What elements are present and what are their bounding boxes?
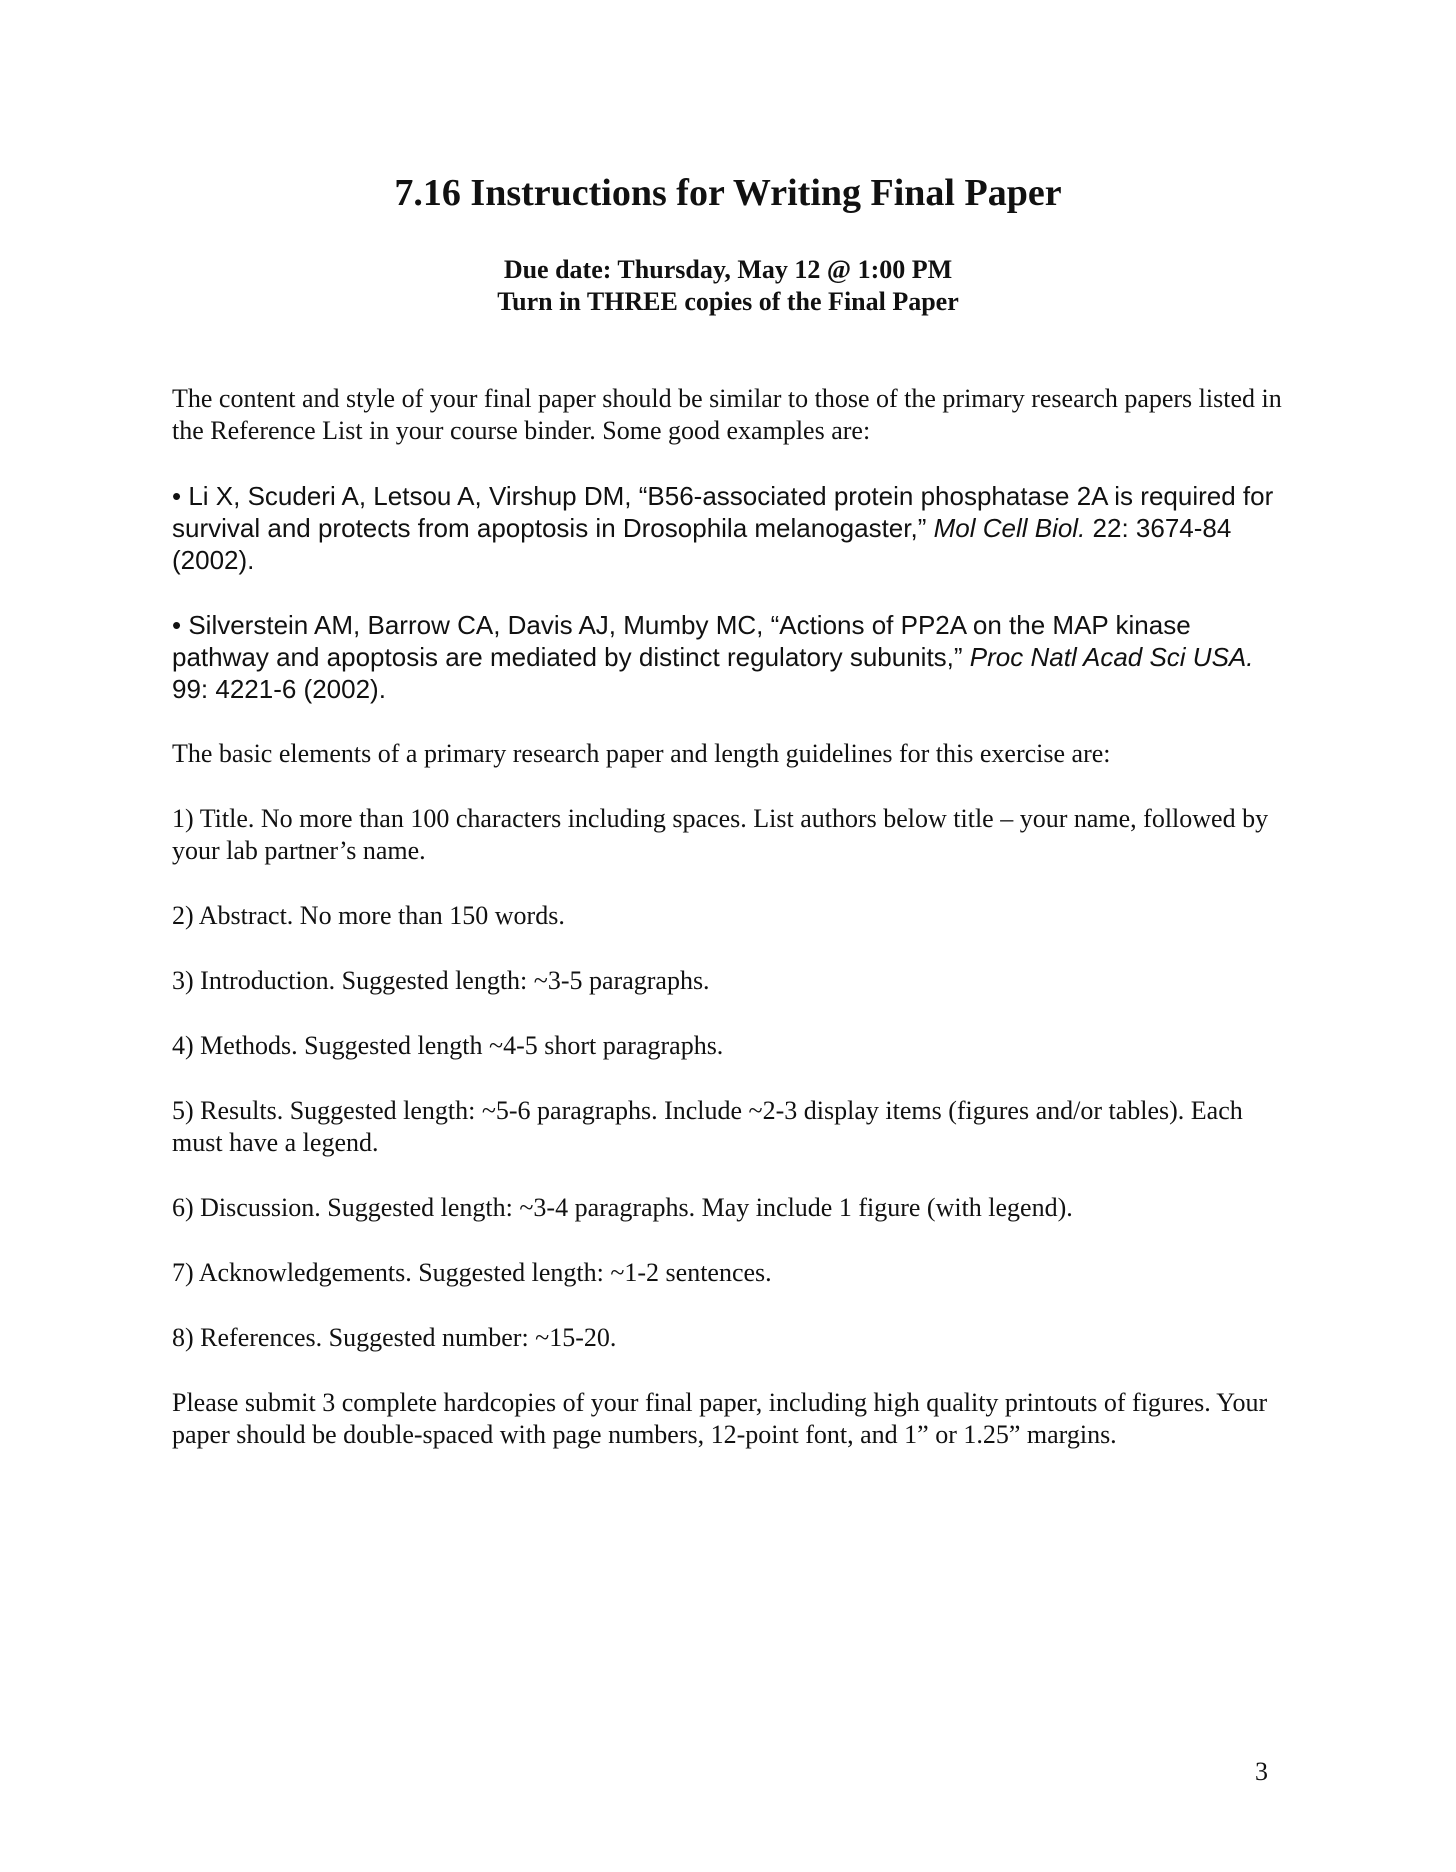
document-body xyxy=(172,383,1282,1484)
element-item-methods: 4) Methods. Suggested length ~4-5 short paragraphs. xyxy=(172,1031,724,1060)
elements-intro: The basic elements of a primary research paper and length guidelines for this exercise are: xyxy=(172,739,1111,768)
element-item-abstract: 2) Abstract. No more than 150 words. xyxy=(172,901,565,930)
page-number: 3 xyxy=(1255,1757,1268,1786)
reference-item: • Li X, Scuderi A, Letsou A, Virshup DM, “B56-associated protein phosphatase 2A is required for survival and protects from apoptosis in Drosophila melanogaster,” Mol Cell Biol. 22: 3674-84 (2002). xyxy=(172,481,1274,575)
intro-paragraph: The content and style of your final paper should be similar to those of the primary research papers listed in the Reference List in your course binder. Some good examples are: xyxy=(172,384,1282,445)
element-item-acknowledgements: 7) Acknowledgements. Suggested length: ~1-2 sentences. xyxy=(172,1258,772,1287)
due-date: Due date: Thursday, May 12 @ 1:00 PM xyxy=(503,255,953,284)
element-item-discussion: 6) Discussion. Suggested length: ~3-4 paragraphs. May include 1 figure (with legend). xyxy=(172,1193,1073,1222)
element-item-introduction: 3) Introduction. Suggested length: ~3-5 paragraphs. xyxy=(172,966,710,995)
element-item-title: 1) Title. No more than 100 characters including spaces. List authors below title – your name, followed by your lab partner’s name. xyxy=(172,804,1269,865)
element-item-references: 8) References. Suggested number: ~15-20. xyxy=(172,1323,617,1352)
due-info xyxy=(0,254,1456,318)
reference-journal: Mol Cell Biol. xyxy=(933,513,1086,543)
document-title: 7.16 Instructions for Writing Final Paper xyxy=(394,172,1062,214)
reference-item: • Silverstein AM, Barrow CA, Davis AJ, Mumby MC, “Actions of PP2A on the MAP kinase pathway and apoptosis are mediated by distinct regulatory subunits,” Proc Natl Acad Sci USA. 99: 4221-6 (2002). xyxy=(172,610,1254,704)
closing-paragraph: Please submit 3 complete hardcopies of your final paper, including high quality printouts of figures. Your paper should be double-spaced with page numbers, 12-point font, and 1” or 1.25” margins. xyxy=(172,1388,1268,1449)
element-item-results: 5) Results. Suggested length: ~5-6 paragraphs. Include ~2-3 display items (figures and/or tables). Each must have a legend. xyxy=(172,1096,1243,1157)
reference-journal: Proc Natl Acad Sci USA. xyxy=(969,642,1254,672)
turn-in-note: Turn in THREE copies of the Final Paper xyxy=(497,287,959,316)
